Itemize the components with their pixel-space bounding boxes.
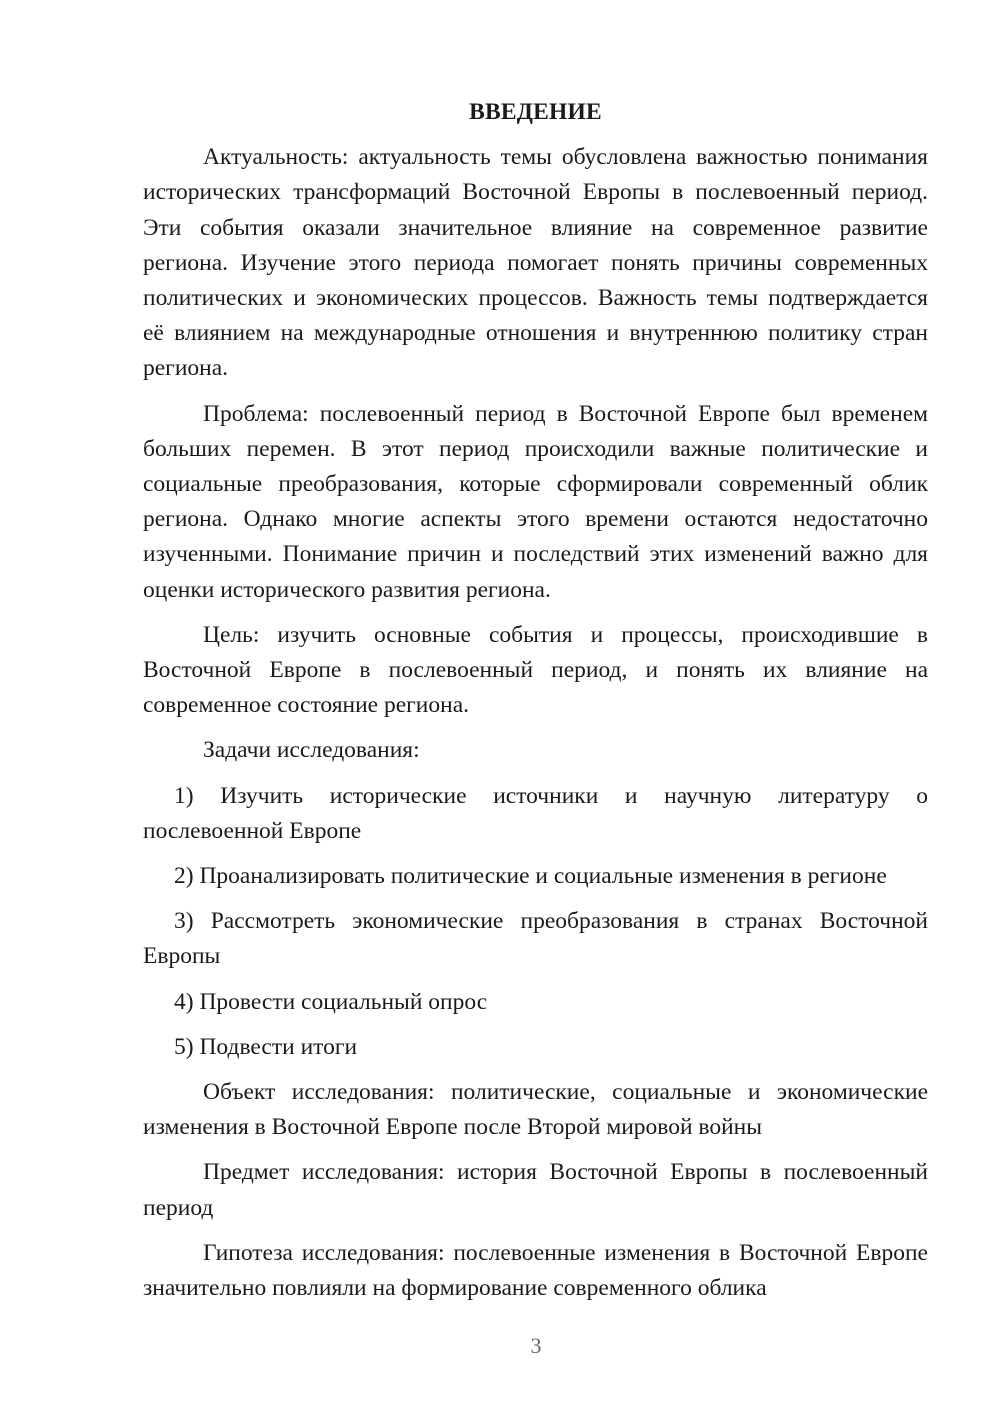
page-number: 3	[530, 1333, 542, 1358]
paragraph-relevance: Актуальность: актуальность темы обусловлена важностью понимания исторических трансформаций Восточной Европы в послевоенный период. Эти события оказали значительное влияние на современное развитие региона. Изучение этого периода помогает понять причины современных политических и экономических процессов. Важность темы подтверждается её влиянием на международные отношения и внутреннюю политику стран региона.	[143, 144, 928, 382]
paragraph-subject: Предмет исследования: история Восточной Европы в послевоенный период	[143, 1159, 928, 1221]
tasks-title: Задачи исследования:	[203, 737, 420, 764]
list-item: 3) Рассмотреть экономические преобразования в странах Восточной Европы	[143, 908, 928, 970]
list-item: 2) Проанализировать политические и социальные изменения в регионе	[174, 863, 887, 890]
list-item: 1) Изучить исторические источники и научную литературу о послевоенной Европе	[143, 782, 928, 844]
document-page	[143, 95, 928, 1316]
list-item: 5) Подвести итоги	[174, 1033, 358, 1060]
paragraph-hypothesis: Гипотеза исследования: послевоенные изменения в Восточной Европе значительно повлияли на формирование современного облика	[143, 1239, 928, 1302]
paragraph-object: Объект исследования: политические, социальные и экономические изменения в Восточной Европе после Второй мировой войны	[143, 1079, 928, 1141]
tasks-list	[143, 779, 928, 1065]
paragraph-problem: Проблема: послевоенный период в Восточной Европе был временем больших перемен. В этот период происходили важные политические и социальные преобразования, которые сформировали современный облик региона. Однако многие аспекты этого времени остаются недостаточно изученными. Понимание причин и последствий этих изменений важно для оценки исторического развития региона.	[143, 400, 928, 603]
paragraph-goal: Цель: изучить основные события и процессы, происходившие в Восточной Европе в послевоенный период, и понять их влияние на современное состояние региона.	[143, 621, 928, 719]
section-heading: ВВЕДЕНИЕ	[469, 99, 602, 125]
list-item: 4) Провести социальный опрос	[174, 988, 488, 1015]
